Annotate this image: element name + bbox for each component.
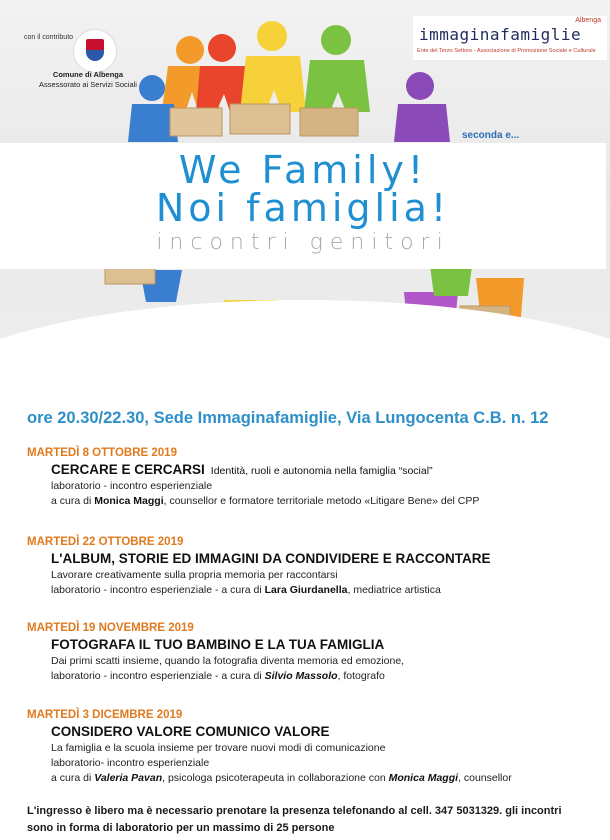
event-3 [27, 622, 607, 684]
event-date: MARTEDÌ 3 DICEMBRE 2019 [27, 709, 183, 721]
comune-crest-icon [74, 30, 116, 72]
event-date: MARTEDÌ 19 NOVEMBRE 2019 [27, 622, 194, 634]
assessorato-name: Assessorato ai Servizi Sociali [39, 80, 137, 89]
footer-note [27, 803, 597, 837]
event-2 [27, 536, 607, 598]
title-line-2: Noi famiglia! [155, 186, 451, 230]
event-line: Dai primi scatti insieme, quando la fotografia diventa memoria ed emozione, [51, 655, 405, 667]
comune-name: Comune di Albenga [52, 70, 124, 79]
event-1 [27, 447, 607, 509]
event-credit: laboratorio - incontro esperienziale - a cura di Lara Giurdanella, mediatrice artistica [51, 584, 441, 596]
footer-line-2: sono in forma di laboratorio per un massimo di 25 persone [27, 822, 335, 834]
event-date: MARTEDÌ 8 OTTOBRE 2019 [27, 447, 177, 459]
figure-green [304, 25, 370, 112]
title-line-1: We Family! [178, 148, 428, 192]
event-title: CERCARE E CERCARSI Identità, ruoli e autonomia nella famiglia “social” [51, 462, 433, 477]
event-line: Lavorare creativamente sulla propria memoria per raccontarsi [51, 569, 338, 581]
figure-purple [394, 72, 450, 142]
event-title: FOTOGRAFA IL TUO BAMBINO E LA TUA FAMIGLIA [51, 637, 385, 652]
title-line-3: incontri genitori [156, 230, 450, 255]
contribution-label: con il contributo [24, 34, 74, 41]
event-title: CONSIDERO VALORE COMUNICO VALORE [51, 724, 330, 739]
time-place-info: ore 20.30/22.30, Sede Immaginafamiglie, Via Lungocenta C.B. n. 12 [27, 409, 549, 427]
event-line: laboratorio- incontro esperienziale [51, 757, 210, 769]
figure-yellow [240, 21, 306, 112]
logo-subtitle: Ente del Terzo Settore - Associazione di Promozione Sociale e Culturale [417, 48, 596, 54]
event-line: La famiglia e la scuola insieme per trovare nuovi modi di comunicazione [51, 742, 386, 754]
logo-city: Albenga [575, 17, 601, 24]
event-credit: laboratorio - incontro esperienziale - a cura di Silvio Massolo, fotografo [51, 670, 385, 682]
footer-line-1: L'ingresso è libero ma è necessario prenotare la presenza telefonando al cell. 347 5031329. gli incontri [27, 805, 562, 817]
immaginafamiglie-logo [413, 16, 607, 60]
logo-name: immaginafamiglie [419, 25, 582, 44]
edition-label: seconda e... [462, 130, 520, 141]
event-date: MARTEDÌ 22 OTTOBRE 2019 [27, 536, 184, 548]
event-line: laboratorio - incontro esperienziale [51, 480, 213, 492]
event-inline-desc: Identità, ruoli e autonomia nella famiglia “social” [210, 465, 433, 477]
event-4 [27, 709, 607, 786]
event-credit: a cura di Monica Maggi, counsellor e formatore territoriale metodo «Litigare Bene» del CPP [51, 495, 480, 507]
event-title: L'ALBUM, STORIE ED IMMAGINI DA CONDIVIDERE E RACCONTARE [51, 551, 491, 566]
event-credit: a cura di Valeria Pavan, psicologa psicoterapeuta in collaborazione con Monica Maggi, counsellor [51, 772, 512, 784]
